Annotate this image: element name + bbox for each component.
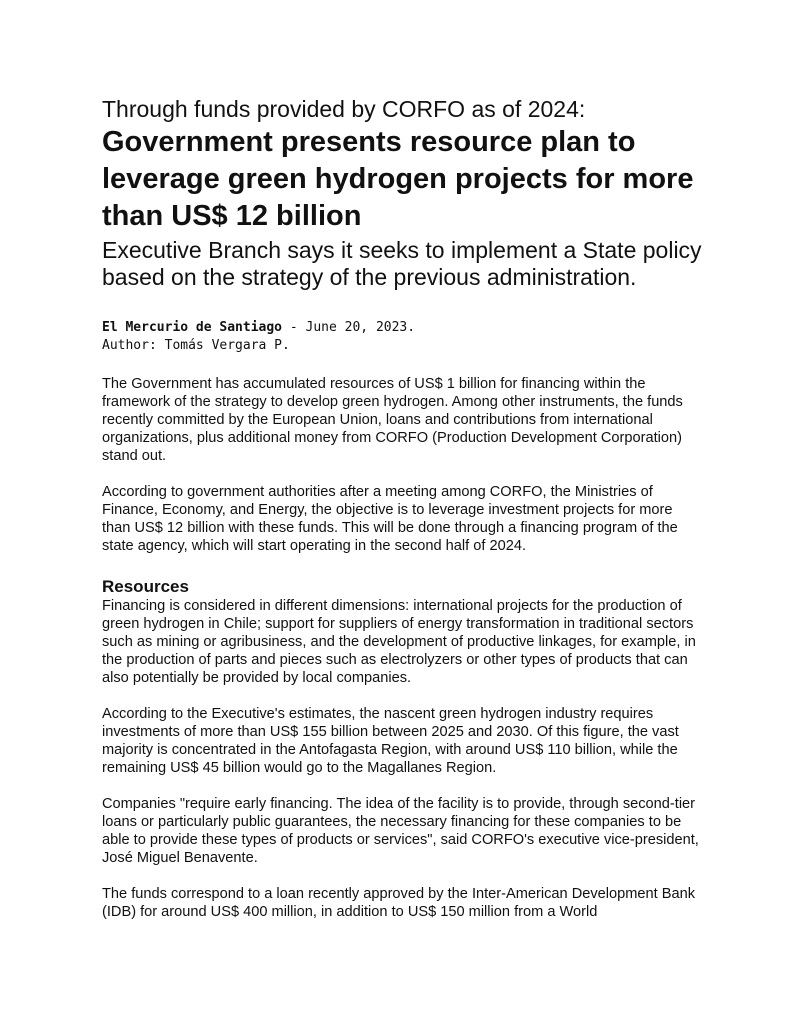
byline-author: Author: Tomás Vergara P. [102,338,290,353]
article [102,96,702,921]
article-kicker: Through funds provided by CORFO as of 2024: [102,96,586,122]
byline-separator: - [282,320,306,335]
byline-date: June 20, 2023. [305,320,416,335]
article-deck: Executive Branch says it seeks to implement a State policy based on the strategy of the previous administration. [102,237,702,290]
article-headline: Government presents resource plan to leverage green hydrogen projects for more than US$ 12 billion [102,126,694,232]
paragraph: The funds correspond to a loan recently approved by the Inter-American Development Bank (IDB) for around US$ 400 million, in addition to US$ 150 million from a World [102,886,695,920]
section-heading: Resources [102,577,189,596]
paragraph: According to the Executive's estimates, the nascent green hydrogen industry requires investments of more than US$ 155 billion between 2025 and 2030. Of this figure, the vast majority is concentrated in the Antofagasta Region, with around US$ 110 billion, while the remaining US$ 45 billion would go to the Magallanes Region. [102,706,679,776]
byline-source: El Mercurio de Santiago [102,320,283,335]
paragraph: Financing is considered in different dimensions: international projects for the production of green hydrogen in Chile; support for suppliers of energy transformation in traditional sectors such as mining or agribusiness, and the development of productive linkages, for example, in the production of parts and pieces such as electrolyzers or other types of products that can also potentially be provided by local companies. [102,598,696,686]
paragraph: The Government has accumulated resources of US$ 1 billion for financing within the framework of the strategy to develop green hydrogen. Among other instruments, the funds recently committed by the European Union, loans and contributions from international organizations, plus additional money from CORFO (Production Development Corporation) stand out. [102,376,683,464]
paragraph: According to government authorities after a meeting among CORFO, the Ministries of Finance, Economy, and Energy, the objective is to leverage investment projects for more than US$ 12 billion with these funds. This will be done through a financing program of the state agency, which will start operating in the second half of 2024. [102,484,678,554]
byline-source-line [102,319,702,337]
byline [102,319,702,355]
paragraph: Companies "require early financing. The idea of the facility is to provide, through second-tier loans or particularly public guarantees, the necessary financing for these companies to be able to provide these types of products or services", said CORFO's executive vice-president, José Miguel Benavente. [102,796,699,866]
